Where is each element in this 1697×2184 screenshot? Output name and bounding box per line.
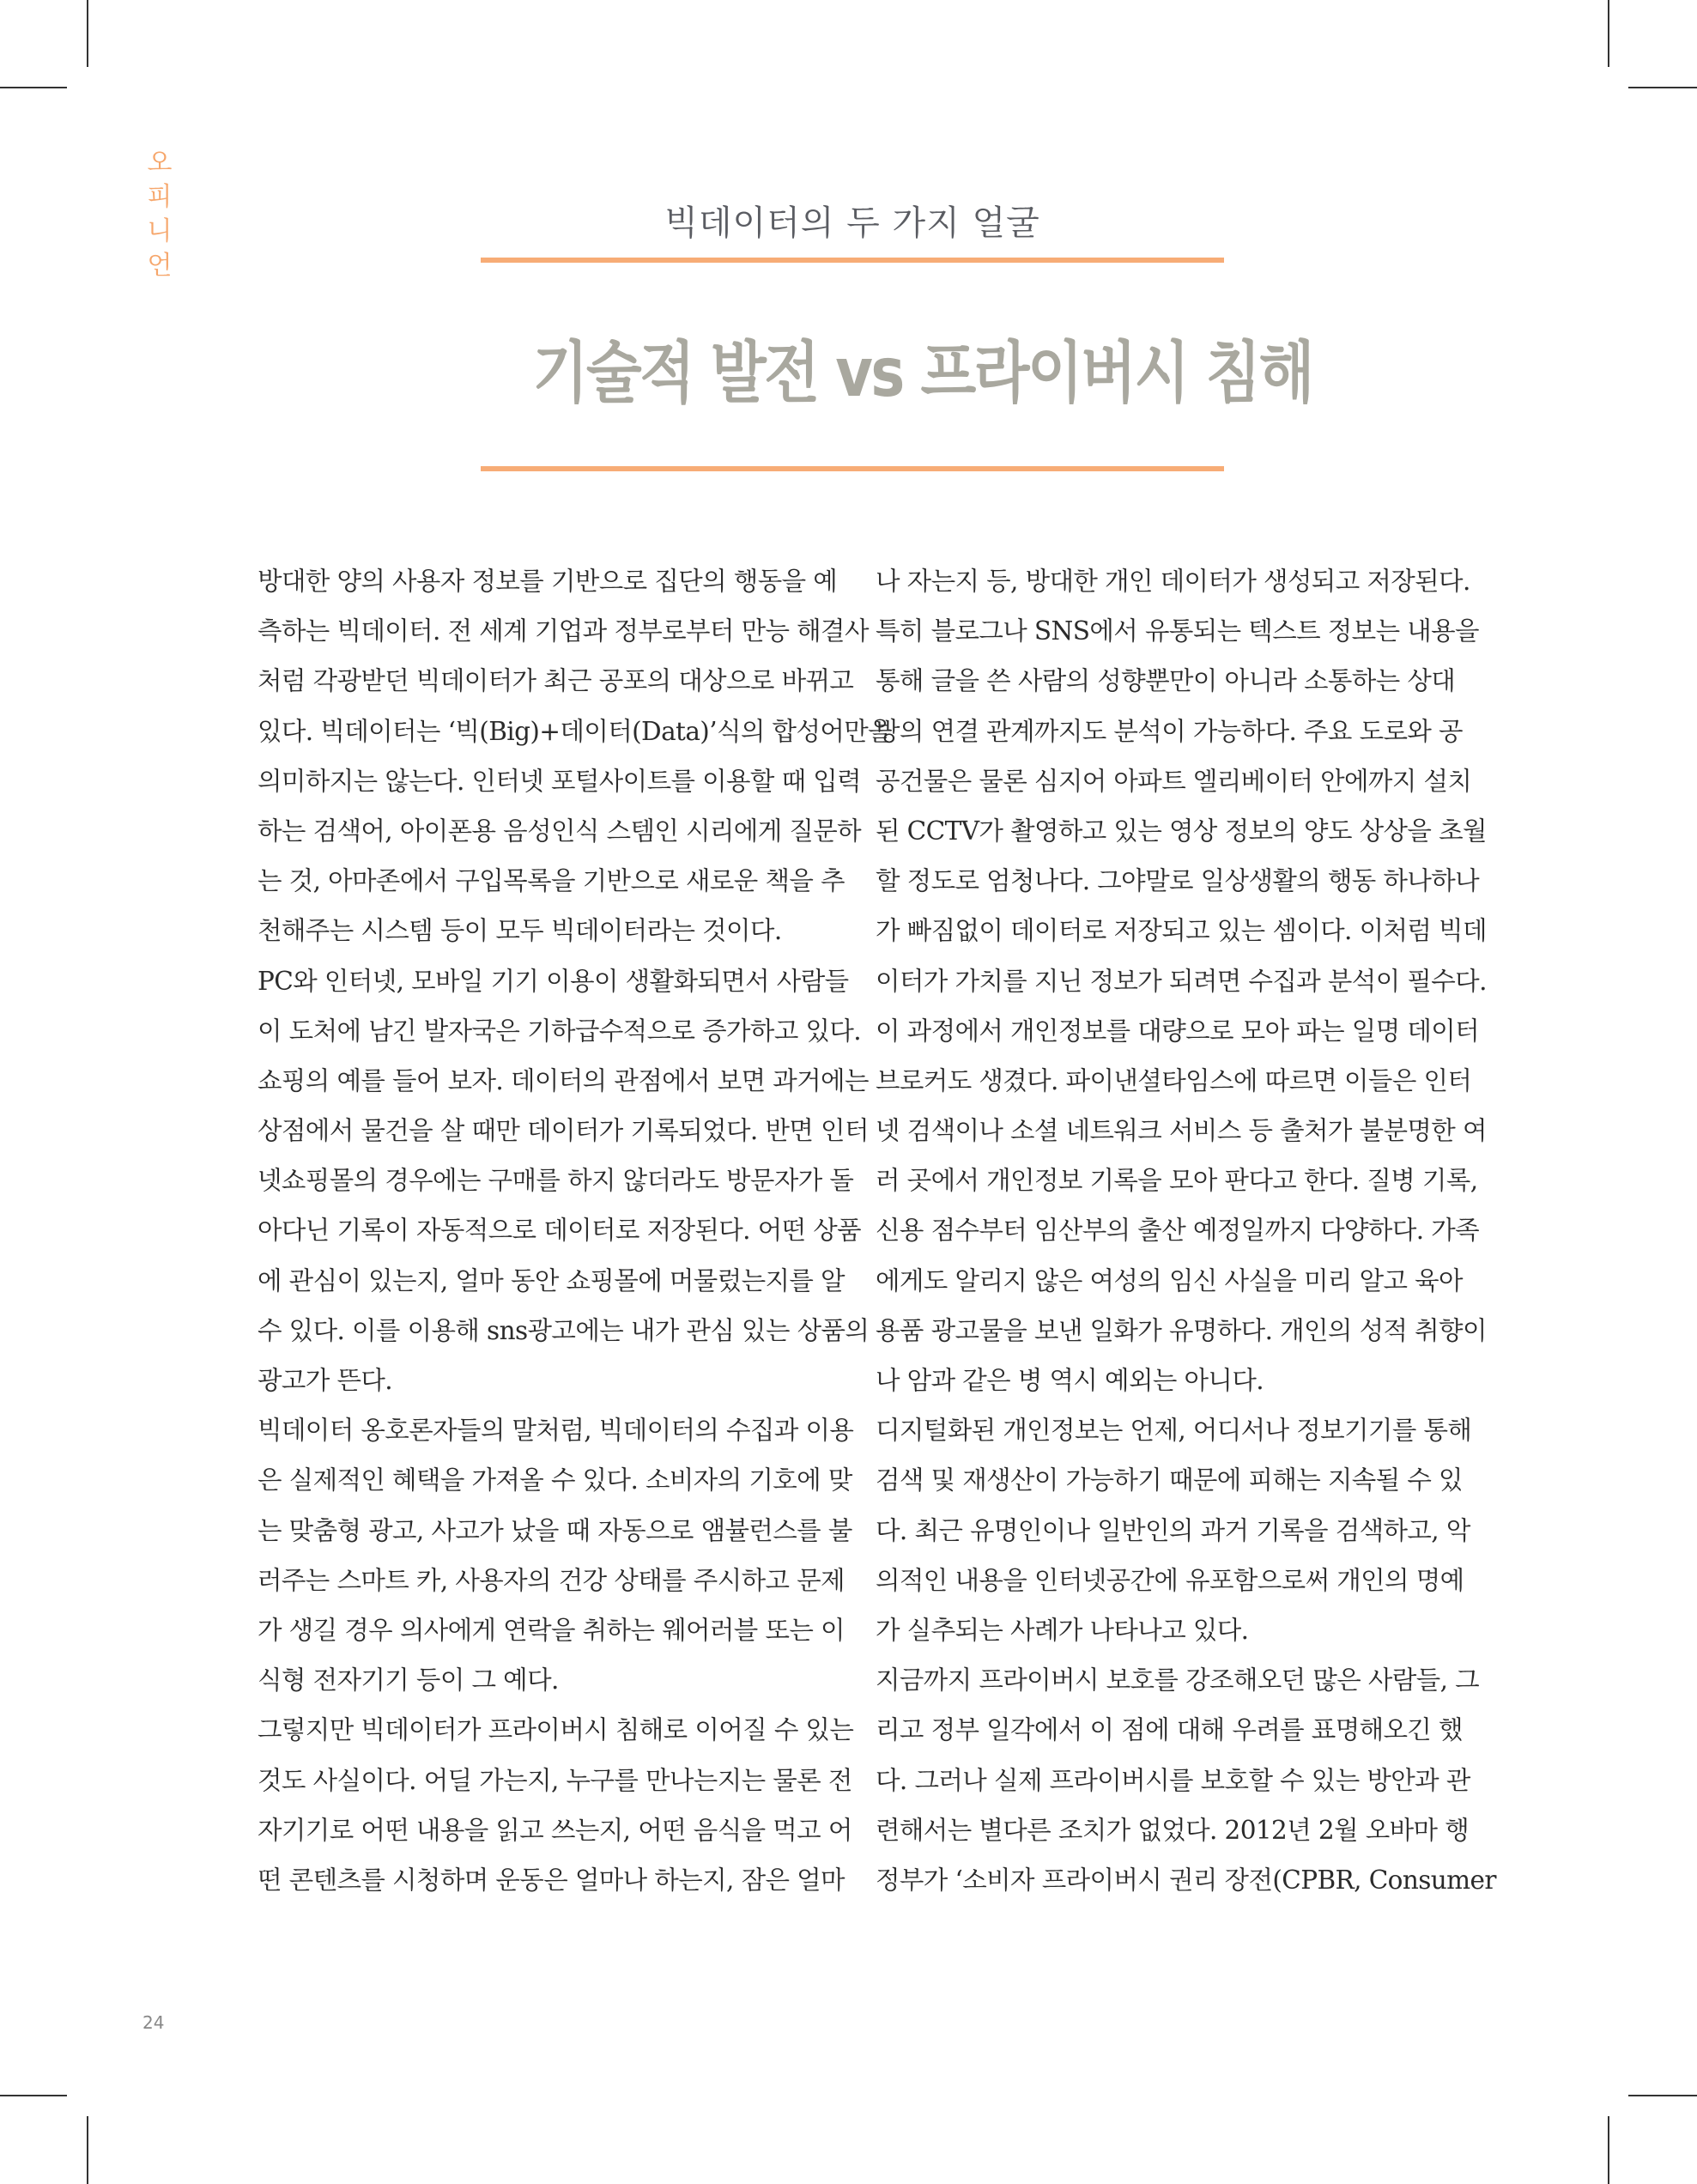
body-text-line: PC와 인터넷, 모바일 기기 이용이 생활화되면서 사람들 [258, 966, 849, 996]
page-number: 24 [142, 2012, 165, 2033]
body-text-line: 러 곳에서 개인정보 기록을 모아 판다고 한다. 질병 기록, [876, 1166, 1478, 1196]
body-text-line: 는 맞춤형 광고, 사고가 났을 때 자동으로 앰뷸런스를 불 [258, 1515, 852, 1545]
body-text-line: 방의 연결 관계까지도 분석이 가능하다. 주요 도로와 공 [876, 716, 1463, 746]
body-text-line: 방대한 양의 사용자 정보를 기반으로 집단의 행동을 예 [258, 567, 838, 596]
body-text-line: 자기기로 어떤 내용을 읽고 쓰는지, 어떤 음식을 먹고 어 [258, 1815, 852, 1845]
body-text-line: 련해서는 별다른 조치가 없었다. 2012년 2월 오바마 행 [876, 1815, 1470, 1845]
article-subtitle: 빅데이터의 두 가지 얼굴 [664, 203, 1040, 243]
body-text-line: 아다닌 기록이 자동적으로 데이터로 저장된다. 어떤 상품 [258, 1216, 862, 1246]
body-column-right [876, 556, 1496, 1905]
body-text-line: 처럼 각광받던 빅데이터가 최근 공포의 대상으로 바뀌고 [258, 666, 854, 696]
body-text-line: 나 자는지 등, 방대한 개인 데이터가 생성되고 저장된다. [876, 567, 1470, 596]
body-text-line: 의적인 내용을 인터넷공간에 유포함으로써 개인의 명예 [876, 1565, 1464, 1595]
section-label-char: 오 [147, 148, 173, 178]
body-text-line: 넷 검색이나 소셜 네트워크 서비스 등 출처가 불분명한 여 [876, 1116, 1487, 1146]
body-text-line: 떤 콘텐츠를 시청하며 운동은 얼마나 하는지, 잠은 얼마 [258, 1865, 845, 1895]
body-text-line: 용품 광고물을 보낸 일화가 유명하다. 개인의 성적 취향이 [876, 1315, 1487, 1345]
section-label-char: 언 [147, 251, 173, 281]
body-text-line: 리고 정부 일각에서 이 점에 대해 우려를 표명해오긴 했 [876, 1715, 1463, 1745]
body-text-line: 지금까지 프라이버시 보호를 강조해오던 많은 사람들, 그 [876, 1665, 1480, 1696]
section-label-char: 니 [147, 216, 173, 246]
body-text-line: 에게도 알리지 않은 여성의 임신 사실을 미리 알고 육아 [876, 1265, 1463, 1295]
crop-mark-bottom-left-horizontal [0, 2095, 67, 2096]
title-rule-bottom [481, 466, 1224, 471]
body-text-line: 나 암과 같은 병 역시 예외는 아니다. [876, 1366, 1264, 1395]
crop-mark-top-right-vertical [1608, 0, 1609, 67]
body-text-line: 넷쇼핑몰의 경우에는 구매를 하지 않더라도 방문자가 돌 [258, 1166, 854, 1196]
body-text-line: 상점에서 물건을 살 때만 데이터가 기록되었다. 반면 인터 [258, 1116, 869, 1146]
body-text-line: 이 도처에 남긴 발자국은 기하급수적으로 증가하고 있다. [258, 1016, 862, 1046]
article-title: 기술적 발전 vs 프라이버시 침해 [532, 335, 1312, 412]
body-text-line: 광고가 뜬다. [258, 1366, 393, 1395]
body-text-line: 디지털화된 개인정보는 언제, 어디서나 정보기기를 통해 [876, 1416, 1472, 1446]
body-text-line: 된 CCTV가 촬영하고 있는 영상 정보의 양도 상상을 초월 [876, 816, 1487, 846]
body-text-line: 그렇지만 빅데이터가 프라이버시 침해로 이어질 수 있는 [258, 1715, 854, 1745]
body-text-line: 가 생길 경우 의사에게 연락을 취하는 웨어러블 또는 이 [258, 1615, 845, 1645]
section-label-char: 피 [147, 182, 173, 212]
body-text-line: 정부가 ‘소비자 프라이버시 권리 장전(CPBR, Consumer [876, 1865, 1496, 1895]
body-text-line: 다. 최근 유명인이나 일반인의 과거 기록을 검색하고, 악 [876, 1515, 1470, 1545]
body-text-line: 에 관심이 있는지, 얼마 동안 쇼핑몰에 머물렀는지를 알 [258, 1265, 845, 1295]
crop-mark-top-right-horizontal [1628, 87, 1697, 88]
crop-mark-bottom-right-horizontal [1628, 2095, 1697, 2096]
body-text-line: 통해 글을 쓴 사람의 성향뿐만이 아니라 소통하는 상대 [876, 666, 1456, 696]
body-text-line: 다. 그러나 실제 프라이버시를 보호할 수 있는 방안과 관 [876, 1765, 1470, 1795]
body-text-line: 검색 및 재생산이 가능하기 때문에 피해는 지속될 수 있 [876, 1465, 1463, 1495]
body-text-line: 수 있다. 이를 이용해 sns광고에는 내가 관심 있는 상품의 [258, 1315, 870, 1345]
body-text-line: 빅데이터 옹호론자들의 말처럼, 빅데이터의 수집과 이용 [258, 1416, 854, 1446]
body-text-line: 는 것, 아마존에서 구입목록을 기반으로 새로운 책을 추 [258, 866, 845, 896]
crop-mark-top-left-vertical [87, 0, 88, 67]
body-text-line: 하는 검색어, 아이폰용 음성인식 스템인 시리에게 질문하 [258, 816, 862, 846]
body-column-left [258, 556, 893, 1905]
body-text-line: 러주는 스마트 카, 사용자의 건강 상태를 주시하고 문제 [258, 1565, 845, 1595]
body-text-line: 가 빠짐없이 데이터로 저장되고 있는 셈이다. 이처럼 빅데 [876, 916, 1487, 946]
body-text-line: 있다. 빅데이터는 ‘빅(Big)+데이터(Data)’식의 합성어만을 [258, 716, 893, 746]
body-text-line: 특히 블로그나 SNS에서 유통되는 텍스트 정보는 내용을 [876, 616, 1479, 646]
crop-mark-bottom-left-vertical [87, 2116, 88, 2184]
body-text-line: 공건물은 물론 심지어 아파트 엘리베이터 안에까지 설치 [876, 766, 1472, 796]
crop-mark-top-left-horizontal [0, 87, 67, 88]
body-text-line: 측하는 빅데이터. 전 세계 기업과 정부로부터 만능 해결사 [258, 616, 869, 646]
title-rule-top [481, 258, 1224, 263]
section-label-opinion [144, 146, 175, 283]
body-text-line: 것도 사실이다. 어딜 가는지, 누구를 만나는지는 물론 전 [258, 1765, 852, 1795]
body-text-line: 할 정도로 엄청나다. 그야말로 일상생활의 행동 하나하나 [876, 866, 1480, 896]
body-text-line: 은 실제적인 혜택을 가져올 수 있다. 소비자의 기호에 맞 [258, 1465, 852, 1495]
body-text-line: 천해주는 시스템 등이 모두 빅데이터라는 것이다. [258, 916, 782, 946]
body-text-line: 가 실추되는 사례가 나타나고 있다. [876, 1615, 1249, 1645]
body-text-line: 이 과정에서 개인정보를 대량으로 모아 파는 일명 데이터 [876, 1016, 1480, 1046]
body-text-line: 의미하지는 않는다. 인터넷 포털사이트를 이용할 때 입력 [258, 766, 862, 796]
body-text-line: 식형 전자기기 등이 그 예다. [258, 1665, 559, 1696]
body-text-line: 이터가 가치를 지닌 정보가 되려면 수집과 분석이 필수다. [876, 966, 1487, 996]
body-text-line: 쇼핑의 예를 들어 보자. 데이터의 관점에서 보면 과거에는 [258, 1065, 869, 1095]
body-text-line: 신용 점수부터 임산부의 출산 예정일까지 다양하다. 가족 [876, 1216, 1480, 1246]
body-text-line: 브로커도 생겼다. 파이낸셜타임스에 따르면 이들은 인터 [876, 1065, 1472, 1095]
crop-mark-bottom-right-vertical [1608, 2116, 1609, 2184]
